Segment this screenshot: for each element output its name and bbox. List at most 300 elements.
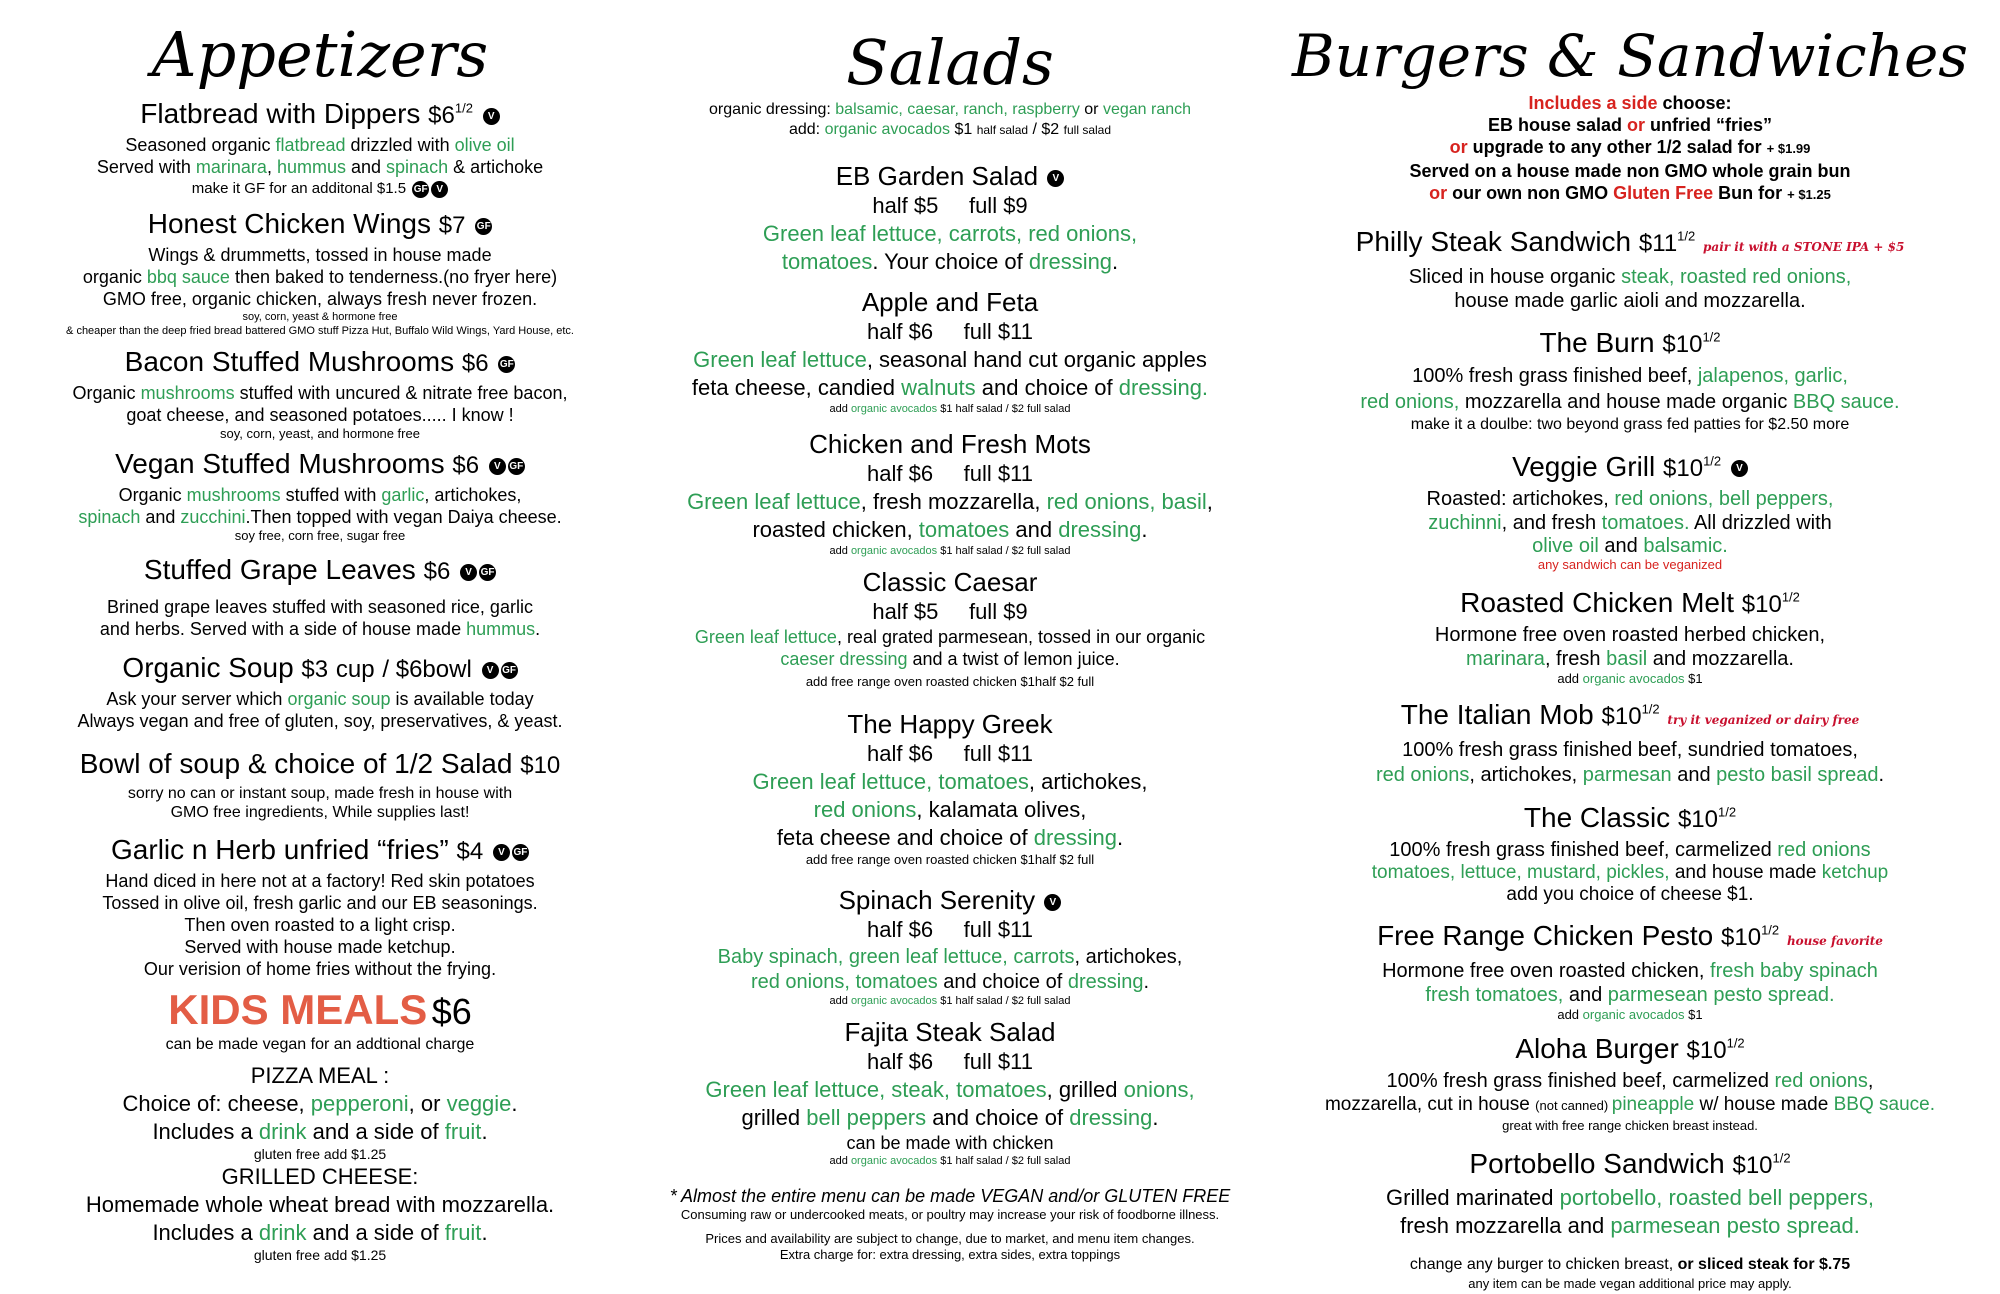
desc-text: , kalamata olives, bbox=[916, 797, 1087, 823]
item-name: Aloha Burger bbox=[1515, 1032, 1679, 1064]
desc-text: Includes a bbox=[152, 1119, 259, 1145]
burgers-intro bbox=[1280, 92, 1980, 206]
full-price: full $11 bbox=[963, 319, 1033, 345]
desc-text: Seasoned organic bbox=[125, 135, 276, 156]
desc-text: unfried “fries” bbox=[1645, 114, 1773, 135]
menu-item-portobello bbox=[1280, 1146, 1980, 1240]
desc-text: .Then topped with vegan Daiya cheese. bbox=[245, 507, 562, 528]
desc-text: gluten free add $1.25 bbox=[253, 1247, 387, 1264]
desc-text: or bbox=[1627, 114, 1645, 135]
desc-text: and choice of bbox=[937, 971, 1068, 994]
desc-text: organic avocados bbox=[824, 121, 950, 139]
full-price: full $11 bbox=[963, 1049, 1033, 1075]
appetizers-title: Appetizers bbox=[151, 18, 489, 91]
item-price: $4 bbox=[456, 838, 484, 866]
desc-text: dressing bbox=[1069, 1105, 1153, 1131]
item-name: The Happy Greek bbox=[847, 709, 1053, 740]
menu-item-happy-greek bbox=[640, 708, 1260, 868]
desc-text: bbq sauce bbox=[146, 267, 230, 288]
vegan-badge-icon: V bbox=[482, 662, 499, 679]
desc-text: veggie bbox=[446, 1091, 512, 1117]
desc-text: add bbox=[1557, 670, 1583, 686]
item-price: $7 bbox=[438, 212, 466, 240]
vegan-badge-icon: V bbox=[1044, 894, 1061, 911]
kids-meals-section bbox=[20, 986, 620, 1264]
item-price: $10 bbox=[1663, 454, 1704, 482]
desc-text: make it GF for an additonal $1.5 bbox=[191, 180, 407, 198]
half-price: half $5 bbox=[872, 599, 939, 625]
desc-text: , artichokes, bbox=[1469, 763, 1583, 786]
gluten-free-badge-icon: GF bbox=[498, 356, 515, 373]
desc-text: soy, corn, yeast & hormone free bbox=[242, 311, 398, 324]
item-name: Veggie Grill bbox=[1512, 450, 1656, 482]
desc-text: $1 bbox=[1684, 670, 1703, 686]
desc-text: , grilled bbox=[1046, 1077, 1124, 1103]
desc-text: 100% fresh grass finished beef bbox=[1389, 838, 1664, 861]
desc-text: spinach bbox=[386, 157, 449, 178]
desc-text: Green leaf lettuce, carrots, red onions, bbox=[762, 221, 1138, 247]
desc-text: and house made bbox=[1669, 861, 1822, 883]
desc-text: and herbs. Served with a side of house made bbox=[99, 619, 467, 640]
desc-text: any sandwich can be veganized bbox=[1537, 556, 1723, 572]
desc-text: and mozzarella. bbox=[1647, 647, 1794, 670]
item-name: Classic Caesar bbox=[862, 567, 1038, 598]
burgers-title: Burgers & Sandwiches bbox=[1291, 22, 1969, 90]
desc-text: Brined grape leaves stuffed with seasoned rice, garlic bbox=[107, 597, 533, 618]
desc-text: or bbox=[1429, 182, 1448, 203]
desc-text: organic dressing: bbox=[708, 101, 836, 119]
desc-text: Served with house made ketchup. bbox=[184, 937, 456, 958]
desc-text: , carmelized bbox=[1663, 838, 1778, 861]
price-fraction: 1/2 bbox=[1702, 329, 1721, 345]
desc-text: hummus bbox=[276, 157, 346, 178]
menu-item-the-classic bbox=[1280, 800, 1980, 906]
item-name: The Classic bbox=[1523, 801, 1671, 833]
desc-text: , bbox=[1867, 1069, 1874, 1092]
desc-text: Wings & drummetts, tossed in house made bbox=[148, 245, 492, 266]
desc-text: , and fresh bbox=[1501, 511, 1602, 534]
desc-text: 100% fresh grass finished beef bbox=[1386, 1069, 1662, 1092]
desc-text: $1 half salad / $2 full salad bbox=[937, 545, 1071, 558]
desc-text: . bbox=[481, 1220, 488, 1246]
desc-text: red onions, basil bbox=[1046, 489, 1207, 515]
item-size: bowl bbox=[422, 656, 472, 684]
menu-note: any item can be made vegan additional price may apply. bbox=[1468, 1275, 1792, 1291]
desc-text: red onions bbox=[1774, 1069, 1868, 1092]
desc-text: soy, corn, yeast, and hormone free bbox=[220, 426, 420, 442]
kids-item-name: PIZZA MEAL : bbox=[250, 1063, 390, 1089]
menu-item-chicken-pesto bbox=[1280, 918, 1980, 1023]
desc-text: portobello, roasted bell peppers, bbox=[1559, 1184, 1874, 1210]
full-price: full $11 bbox=[963, 461, 1033, 487]
desc-text: red onions, bell peppers, bbox=[1614, 487, 1834, 510]
desc-text: . bbox=[1152, 1105, 1159, 1131]
desc-text: + $1.99 bbox=[1766, 140, 1811, 156]
half-price: half $6 bbox=[867, 319, 934, 345]
desc-text: choose: bbox=[1657, 92, 1732, 113]
item-price: $10 bbox=[520, 752, 561, 780]
desc-text: add: bbox=[788, 121, 825, 139]
desc-text: bell peppers bbox=[806, 1105, 927, 1131]
desc-text: red onions bbox=[813, 797, 917, 823]
item-name: Philly Steak Sandwich bbox=[1355, 225, 1632, 257]
desc-text: GMO free, organic chicken, always fresh never frozen. bbox=[102, 289, 538, 310]
item-price: $3 bbox=[301, 656, 329, 684]
desc-text: our own non GMO bbox=[1447, 182, 1614, 203]
desc-text: Choice of: cheese, bbox=[122, 1091, 311, 1117]
menu-item-fajita-steak bbox=[640, 1016, 1260, 1168]
desc-text: Organic bbox=[118, 485, 187, 506]
menu-item-bacon-mushrooms bbox=[20, 344, 620, 442]
desc-text: organic avocados bbox=[850, 403, 938, 416]
item-price: $10 bbox=[1741, 590, 1782, 618]
desc-text: gluten free add $1.25 bbox=[253, 1146, 387, 1163]
desc-text: , caesar, ranch, raspberry bbox=[898, 101, 1080, 119]
desc-text: and a side of bbox=[306, 1119, 445, 1145]
desc-text: half salad bbox=[976, 123, 1029, 138]
desc-text: and bbox=[1598, 534, 1644, 557]
desc-text: & artichoke bbox=[448, 157, 544, 178]
desc-text: , real grated parmesean, tossed in our organic bbox=[836, 627, 1206, 648]
desc-text: walnuts bbox=[901, 375, 976, 401]
item-price: $10 bbox=[1686, 1036, 1727, 1064]
desc-text: , bbox=[266, 157, 277, 178]
desc-text: . bbox=[1143, 971, 1150, 994]
price-fraction: 1/2 bbox=[1772, 1150, 1791, 1166]
full-price: full $9 bbox=[968, 599, 1028, 625]
price-fraction: 1/2 bbox=[1641, 701, 1660, 717]
desc-text: Organic bbox=[72, 383, 141, 404]
desc-text: fruit bbox=[444, 1220, 482, 1246]
kids-meals-price: $6 bbox=[431, 991, 472, 1033]
desc-text: . bbox=[1878, 763, 1885, 786]
item-price: / $6 bbox=[382, 656, 423, 684]
desc-text: olive oil bbox=[1532, 534, 1599, 557]
desc-text: mushrooms bbox=[186, 485, 281, 506]
desc-text: w/ house made bbox=[1694, 1093, 1834, 1115]
half-price: half $6 bbox=[867, 461, 934, 487]
desc-text: , bbox=[1206, 489, 1213, 515]
burgers-footer bbox=[1280, 1254, 1980, 1292]
desc-text: roasted chicken, bbox=[752, 517, 919, 543]
menu-item-flatbread bbox=[20, 96, 620, 200]
desc-text: and a twist of lemon juice. bbox=[907, 649, 1120, 670]
desc-text: red onions bbox=[1777, 838, 1871, 861]
gluten-free-badge-icon: GF bbox=[508, 458, 525, 475]
desc-text: parmesean pesto spread. bbox=[1607, 983, 1835, 1006]
desc-text: and bbox=[140, 507, 181, 528]
desc-text: and a side of bbox=[306, 1220, 445, 1246]
item-name: Portobello Sandwich bbox=[1469, 1147, 1725, 1179]
menu-item-roasted-chicken-melt bbox=[1280, 585, 1980, 687]
pairing-note: pair it with a STONE IPA + $5 bbox=[1703, 239, 1905, 254]
menu-note: change any burger to chicken breast, bbox=[1409, 1255, 1678, 1273]
desc-text: parmesean pesto spread. bbox=[1610, 1212, 1860, 1238]
desc-text: make it a doulbe: two beyond grass fed patties for $2.50 more bbox=[1410, 415, 1850, 433]
desc-text: balsamic bbox=[835, 101, 899, 119]
desc-text: great with free range chicken breast instead. bbox=[1502, 1117, 1758, 1133]
gluten-free-badge-icon: GF bbox=[475, 218, 492, 235]
vegan-badge-icon: V bbox=[489, 458, 506, 475]
item-name: Honest Chicken Wings bbox=[147, 208, 431, 240]
full-price: full $9 bbox=[968, 193, 1028, 219]
desc-text: and choice of bbox=[975, 375, 1119, 401]
item-size: cup bbox=[335, 656, 375, 684]
desc-text: Sliced in house organic bbox=[1408, 265, 1622, 288]
desc-text: fresh mozzarella bbox=[1400, 1212, 1562, 1238]
price-fraction: 1/2 bbox=[1781, 589, 1800, 605]
gluten-free-badge-icon: GF bbox=[501, 662, 518, 679]
kids-meals-title: KIDS MEALS bbox=[168, 986, 428, 1034]
desc-text: vegan ranch bbox=[1102, 101, 1192, 119]
desc-text: organic bbox=[82, 267, 147, 288]
desc-text: $1 bbox=[1684, 1006, 1703, 1022]
desc-text: organic soup bbox=[287, 689, 391, 710]
item-price: $10 bbox=[1732, 1151, 1773, 1179]
desc-text: tomatoes bbox=[918, 517, 1010, 543]
desc-text: Ask your server which bbox=[106, 689, 288, 710]
desc-text: then baked to tenderness.(no fryer here) bbox=[229, 267, 558, 288]
desc-text: , artichokes, bbox=[1074, 946, 1183, 969]
desc-text: add bbox=[829, 403, 851, 416]
desc-text: tomatoes. bbox=[1601, 511, 1690, 534]
menu-item-veggie-grill bbox=[1280, 449, 1980, 573]
desc-text: Tossed in olive oil, fresh garlic and our EB seasonings. bbox=[102, 893, 538, 914]
gluten-free-badge-icon: GF bbox=[412, 181, 429, 198]
desc-text: steak, roasted red onions, bbox=[1621, 265, 1852, 288]
desc-text: dressing bbox=[1058, 517, 1142, 543]
menu-item-organic-soup bbox=[20, 650, 620, 732]
desc-text: marinara bbox=[195, 157, 267, 178]
desc-text: and bbox=[1561, 1212, 1611, 1238]
desc-text: drizzled with bbox=[345, 135, 455, 156]
desc-text: add bbox=[1557, 1006, 1583, 1022]
desc-text: full salad bbox=[1063, 123, 1112, 138]
desc-text: stuffed with bbox=[280, 485, 382, 506]
desc-text: ketchup bbox=[1821, 861, 1889, 883]
desc-text: Roasted: artichokes, bbox=[1426, 487, 1615, 510]
desc-text: organic avocados bbox=[1582, 670, 1685, 686]
price-fraction: 1/2 bbox=[1718, 804, 1737, 820]
menu-item-aloha-burger bbox=[1280, 1031, 1980, 1134]
burgers-column bbox=[1280, 0, 1980, 1294]
desc-text: add bbox=[829, 545, 851, 558]
desc-text: red onions bbox=[1375, 763, 1470, 786]
menu-item-apple-feta bbox=[640, 286, 1260, 416]
desc-text: and bbox=[1563, 983, 1608, 1006]
desc-text: spinach bbox=[78, 507, 141, 528]
desc-text: mushrooms bbox=[140, 383, 235, 404]
salads-title: Salads bbox=[846, 26, 1054, 99]
desc-text: , carmelized bbox=[1661, 1069, 1775, 1092]
menu-note: Prices and availability are subject to change, due to market, and menu item changes. bbox=[705, 1231, 1195, 1247]
item-name: The Burn bbox=[1539, 326, 1655, 358]
vegan-badge-icon: V bbox=[460, 564, 477, 581]
item-name: Organic Soup bbox=[122, 652, 294, 684]
desc-text: jalapenos, garlic, bbox=[1697, 364, 1848, 387]
vegan-badge-icon: V bbox=[431, 181, 448, 198]
desc-text: feta cheese and choice of bbox=[776, 825, 1034, 851]
item-price: $10 bbox=[1662, 330, 1703, 358]
menu-item-spinach-serenity bbox=[640, 884, 1260, 1008]
desc-text: Always vegan and free of gluten, soy, preservatives, & yeast. bbox=[77, 711, 563, 732]
desc-text: Grilled marinated bbox=[1386, 1184, 1560, 1210]
item-name: Garlic n Herb unfried “fries” bbox=[111, 834, 449, 866]
desc-text: . bbox=[535, 619, 541, 640]
menu-item-classic-caesar bbox=[640, 566, 1260, 690]
desc-text: add you choice of cheese $1. bbox=[1506, 883, 1754, 905]
menu-note: or sliced steak for $.75 bbox=[1677, 1255, 1851, 1273]
desc-text: Bun for bbox=[1713, 182, 1788, 203]
item-name: Vegan Stuffed Mushrooms bbox=[115, 448, 445, 480]
half-price: half $6 bbox=[867, 1049, 934, 1075]
desc-text: or bbox=[1449, 136, 1468, 157]
item-price: $6 bbox=[461, 350, 489, 378]
desc-text: marinara bbox=[1466, 647, 1545, 670]
desc-text: tomatoes bbox=[781, 249, 873, 275]
desc-text: organic avocados bbox=[850, 995, 938, 1008]
item-name: The Italian Mob bbox=[1400, 698, 1594, 730]
desc-text: parmesan bbox=[1582, 763, 1672, 786]
desc-text: and bbox=[345, 157, 387, 178]
desc-text: . bbox=[1141, 517, 1148, 543]
desc-text: and bbox=[1671, 763, 1717, 786]
desc-text: Includes a side bbox=[1528, 92, 1658, 113]
item-name: Chicken and Fresh Mots bbox=[809, 429, 1091, 460]
desc-text: pepperoni bbox=[310, 1091, 409, 1117]
desc-text: and bbox=[1009, 517, 1059, 543]
desc-text: BBQ sauce. bbox=[1792, 390, 1900, 413]
desc-text: feta cheese, candied bbox=[691, 375, 902, 401]
desc-text: house made garlic aioli and mozzarella. bbox=[1454, 289, 1806, 312]
desc-text: Includes a bbox=[152, 1220, 259, 1246]
desc-text: red onions, tomatoes bbox=[750, 971, 938, 994]
desc-text: basil bbox=[1606, 647, 1648, 670]
desc-text: . Your choice of bbox=[872, 249, 1029, 275]
menu-note: Extra charge for: extra dressing, extra sides, extra toppings bbox=[779, 1247, 1121, 1263]
desc-text: organic avocados bbox=[850, 545, 938, 558]
desc-text: , fresh bbox=[1544, 647, 1607, 670]
desc-text: $1 half salad / $2 full salad bbox=[937, 995, 1071, 1008]
half-price: half $5 bbox=[872, 193, 939, 219]
price-fraction: 1/2 bbox=[454, 101, 473, 117]
desc-text: tomatoes, lettuce, mustard, pickles, bbox=[1371, 861, 1670, 883]
desc-text: . bbox=[481, 1119, 488, 1145]
desc-text: Gluten Free bbox=[1613, 182, 1714, 203]
desc-text: olive oil bbox=[454, 135, 515, 156]
item-price: $6 bbox=[423, 558, 451, 586]
kids-item-name: GRILLED CHEESE: bbox=[221, 1164, 419, 1190]
desc-text: add bbox=[829, 1155, 851, 1168]
appetizers-column bbox=[20, 0, 620, 1294]
desc-text: Green leaf lettuce, steak, tomatoes bbox=[705, 1077, 1047, 1103]
desc-text: zucchini bbox=[180, 507, 246, 528]
desc-text: onions, bbox=[1123, 1077, 1195, 1103]
salads-footer bbox=[640, 1186, 1260, 1263]
desc-text: , artichokes, bbox=[1028, 769, 1148, 795]
full-price: full $11 bbox=[963, 741, 1033, 767]
menu-note: * Almost the entire menu can be made VEGAN and/or GLUTEN FREE bbox=[669, 1186, 1231, 1207]
desc-text: can be made vegan for an addtional charge bbox=[165, 1036, 475, 1054]
desc-text: GMO free ingredients, While supplies last! bbox=[170, 804, 470, 822]
desc-text: 100% fresh grass finished beef, sundried tomatoes, bbox=[1402, 738, 1858, 761]
desc-text: Then oven roasted to a light crisp. bbox=[184, 915, 456, 936]
item-price: $11 bbox=[1638, 229, 1678, 257]
item-name: Flatbread with Dippers bbox=[140, 98, 421, 130]
menu-item-grape-leaves bbox=[20, 552, 620, 640]
desc-text: Served with bbox=[96, 157, 196, 178]
desc-text: Green leaf lettuce bbox=[687, 489, 861, 515]
desc-text: , artichokes, bbox=[424, 485, 522, 506]
item-name: Bowl of soup & choice of 1/2 Salad bbox=[79, 748, 513, 780]
desc-text: Hormone free oven roasted herbed chicken, bbox=[1434, 623, 1826, 646]
vegan-badge-icon: V bbox=[1731, 460, 1748, 477]
price-fraction: 1/2 bbox=[1703, 453, 1722, 469]
desc-text: dressing. bbox=[1118, 375, 1209, 401]
desc-text: dressing bbox=[1028, 249, 1113, 275]
desc-text: , or bbox=[408, 1091, 447, 1117]
desc-text: BBQ sauce. bbox=[1833, 1093, 1935, 1115]
price-fraction: 1/2 bbox=[1726, 1035, 1745, 1051]
desc-text: 100% fresh grass finished beef, bbox=[1412, 364, 1698, 387]
item-name: EB Garden Salad bbox=[835, 161, 1039, 192]
desc-text: Green leaf lettuce bbox=[694, 627, 837, 648]
desc-text: Served on a house made non GMO whole grain bun bbox=[1409, 160, 1851, 181]
half-price: half $6 bbox=[867, 741, 934, 767]
desc-text: fruit bbox=[444, 1119, 482, 1145]
desc-text: Green leaf lettuce, tomatoes bbox=[752, 769, 1029, 795]
desc-text: sorry no can or instant soup, made fresh in house with bbox=[127, 785, 513, 803]
item-name: Roasted Chicken Melt bbox=[1460, 586, 1734, 618]
pairing-note: try it veganized or dairy free bbox=[1667, 712, 1860, 727]
gluten-free-badge-icon: GF bbox=[512, 844, 529, 861]
desc-text: . bbox=[1112, 249, 1119, 275]
desc-text: . bbox=[511, 1091, 518, 1117]
desc-text: and choice of bbox=[926, 1105, 1070, 1131]
menu-item-vegan-mushrooms bbox=[20, 446, 620, 544]
desc-text: or bbox=[1079, 101, 1103, 119]
price-fraction: 1/2 bbox=[1761, 922, 1780, 938]
desc-text: $1 bbox=[950, 121, 977, 139]
desc-text: zuchinni bbox=[1428, 511, 1502, 534]
desc-text: add free range oven roasted chicken $1half $2 full bbox=[805, 674, 1095, 690]
item-name: Bacon Stuffed Mushrooms bbox=[124, 346, 455, 378]
desc-text: stuffed with uncured & nitrate free bacon, bbox=[234, 383, 568, 404]
desc-text: balsamic. bbox=[1643, 534, 1728, 557]
desc-text: + $1.25 bbox=[1787, 186, 1831, 202]
item-price: $10 bbox=[1677, 805, 1718, 833]
vegan-badge-icon: V bbox=[493, 844, 510, 861]
desc-text: & cheaper than the deep fried bread battered GMO stuff Pizza Hut, Buffalo Wild Wings, Yard House, etc. bbox=[66, 325, 574, 338]
desc-text: Baby spinach, green leaf lettuce, carrots bbox=[717, 946, 1075, 969]
menu-note: Consuming raw or undercooked meats, or poultry may increase your risk of foodborne illness. bbox=[680, 1207, 1220, 1223]
desc-text: . bbox=[1116, 825, 1124, 851]
desc-text: hummus bbox=[466, 619, 536, 640]
menu-item-chicken-mots bbox=[640, 428, 1260, 558]
item-price: $10 bbox=[1601, 702, 1642, 730]
desc-text: $1 half salad / $2 full salad bbox=[937, 1155, 1071, 1168]
desc-text: organic avocados bbox=[850, 1155, 938, 1168]
desc-text: Homemade whole wheat bread with mozzarella. bbox=[85, 1192, 555, 1218]
desc-text: pineapple bbox=[1611, 1093, 1695, 1115]
menu-item-the-burn bbox=[1280, 325, 1980, 435]
item-price: $10 bbox=[1721, 923, 1762, 951]
item-price: $6 bbox=[452, 452, 480, 480]
desc-text: EB house salad bbox=[1487, 114, 1627, 135]
desc-text: drink bbox=[258, 1220, 307, 1246]
desc-text: soy free, corn free, sugar free bbox=[234, 528, 406, 544]
desc-text: mozzarella and house made organic bbox=[1459, 390, 1793, 413]
